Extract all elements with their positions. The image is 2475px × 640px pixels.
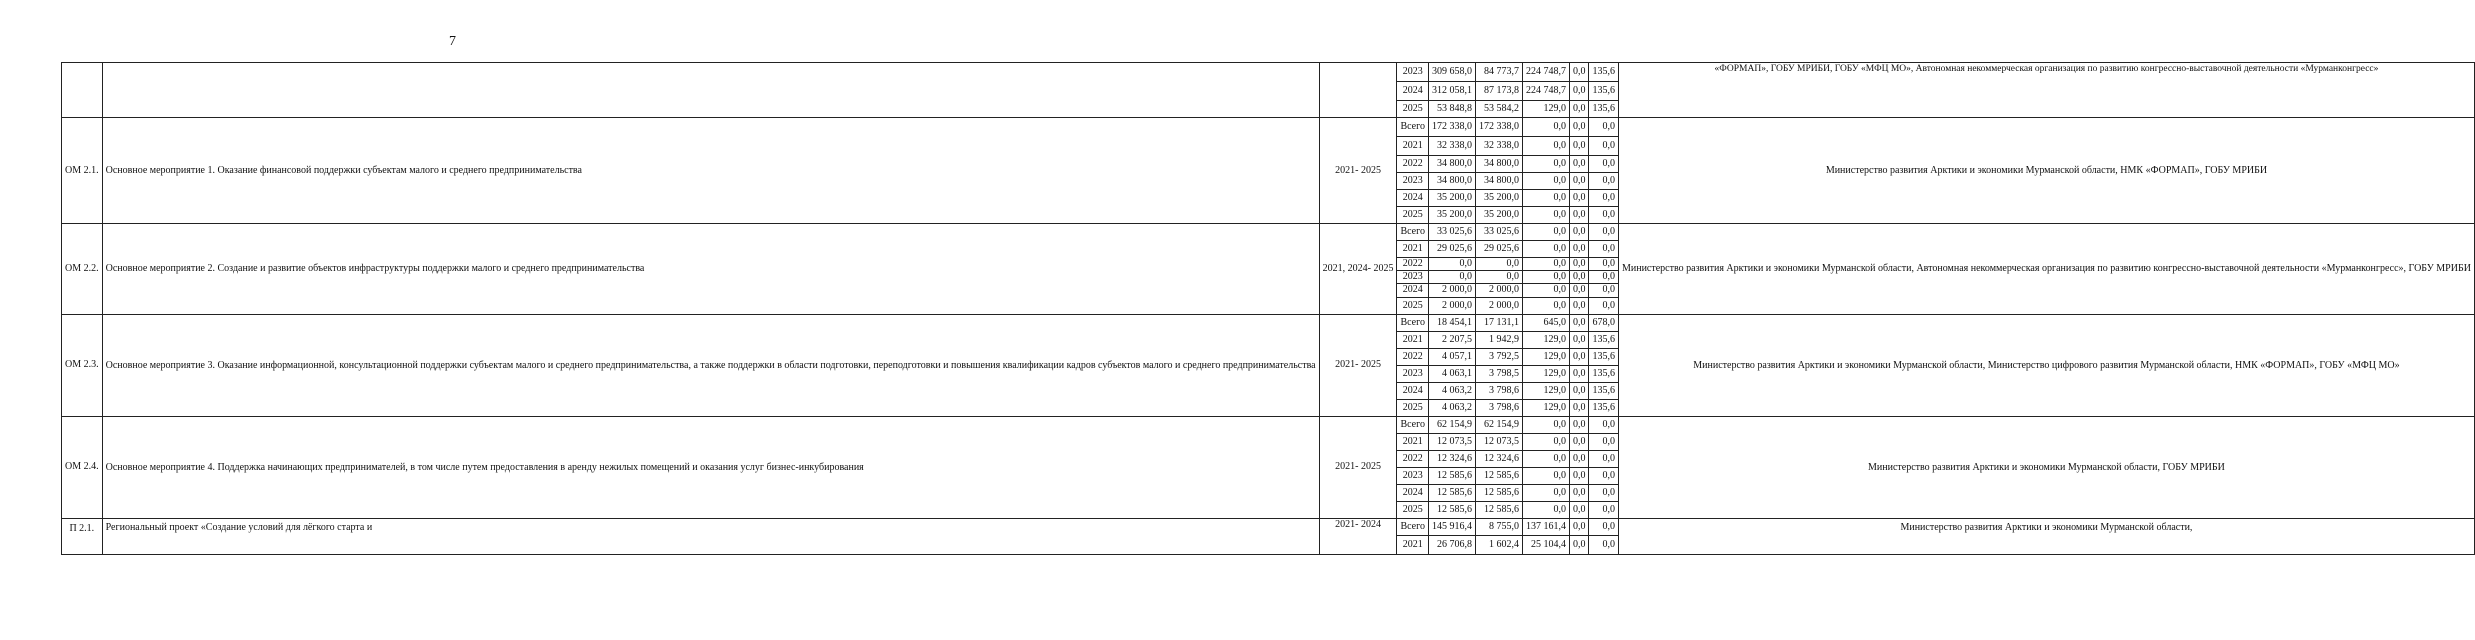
value-cell: 137 161,4 <box>1522 518 1569 535</box>
measure-executor: Министерство развития Арктики и экономики Мурманской области, <box>1618 518 2474 554</box>
value-cell: 0,0 <box>1589 137 1619 156</box>
value-cell: 33 025,6 <box>1475 224 1522 241</box>
value-cell: 129,0 <box>1522 331 1569 348</box>
value-cell: 0,0 <box>1589 241 1619 258</box>
value-cell: 29 025,6 <box>1428 241 1475 258</box>
year-cell: 2021 <box>1397 137 1429 156</box>
measure-period: 2021- 2025 <box>1319 118 1397 224</box>
value-cell: 135,6 <box>1589 399 1619 416</box>
value-cell: 0,0 <box>1589 501 1619 518</box>
value-cell: 2 000,0 <box>1475 297 1522 314</box>
value-cell: 0,0 <box>1569 297 1589 314</box>
year-cell: 2023 <box>1397 173 1429 190</box>
value-cell: 172 338,0 <box>1428 118 1475 137</box>
value-cell: 0,0 <box>1569 258 1589 271</box>
value-cell: 12 585,6 <box>1428 484 1475 501</box>
value-cell: 0,0 <box>1589 416 1619 433</box>
value-cell: 0,0 <box>1589 433 1619 450</box>
value-cell: 3 792,5 <box>1475 348 1522 365</box>
value-cell: 135,6 <box>1589 331 1619 348</box>
value-cell: 35 200,0 <box>1428 207 1475 224</box>
year-cell: 2025 <box>1397 297 1429 314</box>
value-cell: 0,0 <box>1475 271 1522 284</box>
value-cell: 0,0 <box>1569 241 1589 258</box>
year-cell: 2022 <box>1397 450 1429 467</box>
value-cell: 312 058,1 <box>1428 82 1475 101</box>
value-cell: 0,0 <box>1522 118 1569 137</box>
value-cell: 0,0 <box>1569 82 1589 101</box>
value-cell: 35 200,0 <box>1475 190 1522 207</box>
year-cell: 2024 <box>1397 484 1429 501</box>
value-cell: 3 798,6 <box>1475 399 1522 416</box>
value-cell: 34 800,0 <box>1475 173 1522 190</box>
value-cell: 0,0 <box>1522 297 1569 314</box>
measure-period: 2021, 2024- 2025 <box>1319 224 1397 315</box>
measure-name: Основное мероприятие 4. Поддержка начинающих предпринимателей, в том числе путем предоставления в аренду нежилых помещений и оказания услуг бизнес-инкубирования <box>102 416 1319 518</box>
year-cell: 2022 <box>1397 258 1429 271</box>
value-cell: 0,0 <box>1522 450 1569 467</box>
value-cell: 0,0 <box>1589 207 1619 224</box>
value-cell: 35 200,0 <box>1475 207 1522 224</box>
table-row <box>62 118 2475 137</box>
value-cell: 0,0 <box>1522 271 1569 284</box>
value-cell: 0,0 <box>1522 207 1569 224</box>
value-cell: 34 800,0 <box>1475 156 1522 173</box>
value-cell: 2 000,0 <box>1428 297 1475 314</box>
value-cell: 0,0 <box>1569 190 1589 207</box>
value-cell: 0,0 <box>1569 467 1589 484</box>
year-cell: Всего <box>1397 224 1429 241</box>
value-cell: 0,0 <box>1589 173 1619 190</box>
value-cell: 0,0 <box>1569 314 1589 331</box>
name-cell <box>102 63 1319 118</box>
year-cell: 2021 <box>1397 535 1429 554</box>
value-cell: 0,0 <box>1475 258 1522 271</box>
value-cell: 0,0 <box>1569 207 1589 224</box>
value-cell: 87 173,8 <box>1475 82 1522 101</box>
value-cell: 0,0 <box>1589 190 1619 207</box>
value-cell: 0,0 <box>1522 484 1569 501</box>
value-cell: 3 798,5 <box>1475 365 1522 382</box>
value-cell: 12 324,6 <box>1475 450 1522 467</box>
value-cell: 135,6 <box>1589 348 1619 365</box>
value-cell: 0,0 <box>1589 484 1619 501</box>
measure-name: Основное мероприятие 3. Оказание информационной, консультационной поддержки субъектам малого и среднего предпринимательства, а также поддержки в области подготовки, переподготовки и повышения квалификации кадров субъектов малого и среднего предпринимательства <box>102 314 1319 416</box>
value-cell: 224 748,7 <box>1522 82 1569 101</box>
value-cell: 25 104,4 <box>1522 535 1569 554</box>
value-cell: 4 063,1 <box>1428 365 1475 382</box>
value-cell: 0,0 <box>1522 241 1569 258</box>
year-cell: 2021 <box>1397 433 1429 450</box>
value-cell: 0,0 <box>1522 137 1569 156</box>
value-cell: 32 338,0 <box>1428 137 1475 156</box>
value-cell: 645,0 <box>1522 314 1569 331</box>
value-cell: 18 454,1 <box>1428 314 1475 331</box>
value-cell: 12 585,6 <box>1428 501 1475 518</box>
value-cell: 0,0 <box>1589 283 1619 297</box>
measure-executor: Министерство развития Арктики и экономики Мурманской области, ГОБУ МРИБИ <box>1618 416 2474 518</box>
value-cell: 0,0 <box>1522 190 1569 207</box>
measure-code: ОМ 2.3. <box>62 314 103 416</box>
value-cell: 0,0 <box>1569 224 1589 241</box>
year-cell: 2023 <box>1397 271 1429 284</box>
value-cell: 135,6 <box>1589 101 1619 118</box>
measure-code: ОМ 2.1. <box>62 118 103 224</box>
table-row <box>62 224 2475 241</box>
value-cell: 53 584,2 <box>1475 101 1522 118</box>
value-cell: 172 338,0 <box>1475 118 1522 137</box>
value-cell: 0,0 <box>1589 467 1619 484</box>
value-cell: 0,0 <box>1569 63 1589 82</box>
value-cell: 0,0 <box>1428 258 1475 271</box>
year-cell: 2023 <box>1397 467 1429 484</box>
value-cell: 0,0 <box>1569 173 1589 190</box>
table-row <box>62 518 2475 535</box>
value-cell: 0,0 <box>1522 467 1569 484</box>
value-cell: 135,6 <box>1589 365 1619 382</box>
value-cell: 309 658,0 <box>1428 63 1475 82</box>
measure-name: Основное мероприятие 2. Создание и развитие объектов инфраструктуры поддержки малого и среднего предпринимательства <box>102 224 1319 315</box>
value-cell: 0,0 <box>1589 297 1619 314</box>
year-cell: 2024 <box>1397 82 1429 101</box>
value-cell: 26 706,8 <box>1428 535 1475 554</box>
value-cell: 0,0 <box>1589 518 1619 535</box>
measure-executor: Министерство развития Арктики и экономики Мурманской области, Автономная некоммерческая организация по развитию конгрессно-выставочной деятельности «Мурманконгресс», ГОБУ МРИБИ <box>1618 224 2474 315</box>
value-cell: 12 324,6 <box>1428 450 1475 467</box>
value-cell: 129,0 <box>1522 382 1569 399</box>
value-cell: 0,0 <box>1589 450 1619 467</box>
value-cell: 0,0 <box>1522 501 1569 518</box>
value-cell: 35 200,0 <box>1428 190 1475 207</box>
value-cell: 0,0 <box>1589 271 1619 284</box>
year-cell: 2025 <box>1397 501 1429 518</box>
measure-executor: Министерство развития Арктики и экономики Мурманской области, Министерство цифрового развития Мурманской области, НМК «ФОРМАП», ГОБУ «МФЦ МО» <box>1618 314 2474 416</box>
measure-code: ОМ 2.4. <box>62 416 103 518</box>
measure-executor: Министерство развития Арктики и экономики Мурманской области, НМК «ФОРМАП», ГОБУ МРИБИ <box>1618 118 2474 224</box>
value-cell: 0,0 <box>1522 433 1569 450</box>
year-cell: Всего <box>1397 118 1429 137</box>
value-cell: 224 748,7 <box>1522 63 1569 82</box>
value-cell: 0,0 <box>1569 283 1589 297</box>
year-cell: 2025 <box>1397 207 1429 224</box>
value-cell: 0,0 <box>1569 450 1589 467</box>
value-cell: 0,0 <box>1569 535 1589 554</box>
year-cell: 2024 <box>1397 382 1429 399</box>
measure-period: 2021- 2024 <box>1319 518 1397 554</box>
page-number: 7 <box>449 34 456 49</box>
measure-period: 2021- 2025 <box>1319 416 1397 518</box>
value-cell: 0,0 <box>1522 156 1569 173</box>
value-cell: 0,0 <box>1569 382 1589 399</box>
value-cell: 135,6 <box>1589 82 1619 101</box>
value-cell: 0,0 <box>1522 283 1569 297</box>
value-cell: 0,0 <box>1569 101 1589 118</box>
year-cell: 2021 <box>1397 331 1429 348</box>
value-cell: 53 848,8 <box>1428 101 1475 118</box>
year-cell: Всего <box>1397 416 1429 433</box>
year-cell: 2025 <box>1397 101 1429 118</box>
value-cell: 0,0 <box>1522 224 1569 241</box>
value-cell: 1 942,9 <box>1475 331 1522 348</box>
year-cell: 2022 <box>1397 348 1429 365</box>
value-cell: 129,0 <box>1522 365 1569 382</box>
value-cell: 129,0 <box>1522 399 1569 416</box>
value-cell: 0,0 <box>1589 535 1619 554</box>
year-cell: Всего <box>1397 314 1429 331</box>
value-cell: 0,0 <box>1569 484 1589 501</box>
value-cell: 0,0 <box>1569 501 1589 518</box>
value-cell: 0,0 <box>1522 258 1569 271</box>
value-cell: 0,0 <box>1569 348 1589 365</box>
value-cell: 129,0 <box>1522 348 1569 365</box>
value-cell: 34 800,0 <box>1428 156 1475 173</box>
measure-code: П 2.1. <box>62 518 103 554</box>
executor-cell: «ФОРМАП», ГОБУ МРИБИ, ГОБУ «МФЦ МО», Автономная некоммерческая организация по развитию конгрессно-выставочной деятельности «Мурманконгресс» <box>1618 63 2474 118</box>
value-cell: 12 585,6 <box>1428 467 1475 484</box>
value-cell: 4 063,2 <box>1428 399 1475 416</box>
value-cell: 145 916,4 <box>1428 518 1475 535</box>
value-cell: 0,0 <box>1569 118 1589 137</box>
measure-name: Региональный проект «Создание условий для лёгкого старта и <box>102 518 1319 554</box>
year-cell: 2025 <box>1397 399 1429 416</box>
value-cell: 62 154,9 <box>1428 416 1475 433</box>
measure-name: Основное мероприятие 1. Оказание финансовой поддержки субъектам малого и среднего предпринимательства <box>102 118 1319 224</box>
value-cell: 62 154,9 <box>1475 416 1522 433</box>
code-cell <box>62 63 103 118</box>
value-cell: 1 602,4 <box>1475 535 1522 554</box>
value-cell: 0,0 <box>1569 399 1589 416</box>
value-cell: 34 800,0 <box>1428 173 1475 190</box>
value-cell: 0,0 <box>1589 118 1619 137</box>
period-cell <box>1319 63 1397 118</box>
value-cell: 33 025,6 <box>1428 224 1475 241</box>
year-cell: 2024 <box>1397 190 1429 207</box>
budget-table <box>61 62 2475 555</box>
table-row <box>62 63 2475 82</box>
value-cell: 0,0 <box>1569 365 1589 382</box>
table-row <box>62 416 2475 433</box>
year-cell: 2023 <box>1397 365 1429 382</box>
value-cell: 135,6 <box>1589 382 1619 399</box>
value-cell: 0,0 <box>1569 156 1589 173</box>
value-cell: 12 073,5 <box>1475 433 1522 450</box>
value-cell: 17 131,1 <box>1475 314 1522 331</box>
value-cell: 0,0 <box>1589 156 1619 173</box>
value-cell: 8 755,0 <box>1475 518 1522 535</box>
year-cell: 2023 <box>1397 63 1429 82</box>
year-cell: Всего <box>1397 518 1429 535</box>
value-cell: 0,0 <box>1522 416 1569 433</box>
value-cell: 2 000,0 <box>1428 283 1475 297</box>
value-cell: 2 207,5 <box>1428 331 1475 348</box>
value-cell: 32 338,0 <box>1475 137 1522 156</box>
value-cell: 12 585,6 <box>1475 501 1522 518</box>
value-cell: 84 773,7 <box>1475 63 1522 82</box>
value-cell: 135,6 <box>1589 63 1619 82</box>
measure-period: 2021- 2025 <box>1319 314 1397 416</box>
value-cell: 29 025,6 <box>1475 241 1522 258</box>
value-cell: 0,0 <box>1569 416 1589 433</box>
value-cell: 678,0 <box>1589 314 1619 331</box>
value-cell: 4 057,1 <box>1428 348 1475 365</box>
value-cell: 0,0 <box>1589 224 1619 241</box>
value-cell: 12 073,5 <box>1428 433 1475 450</box>
value-cell: 4 063,2 <box>1428 382 1475 399</box>
value-cell: 0,0 <box>1428 271 1475 284</box>
value-cell: 3 798,6 <box>1475 382 1522 399</box>
value-cell: 12 585,6 <box>1475 467 1522 484</box>
year-cell: 2021 <box>1397 241 1429 258</box>
value-cell: 0,0 <box>1569 433 1589 450</box>
table-row <box>62 314 2475 331</box>
value-cell: 12 585,6 <box>1475 484 1522 501</box>
value-cell: 0,0 <box>1569 271 1589 284</box>
value-cell: 0,0 <box>1569 137 1589 156</box>
year-cell: 2024 <box>1397 283 1429 297</box>
value-cell: 2 000,0 <box>1475 283 1522 297</box>
value-cell: 129,0 <box>1522 101 1569 118</box>
year-cell: 2022 <box>1397 156 1429 173</box>
value-cell: 0,0 <box>1569 331 1589 348</box>
value-cell: 0,0 <box>1522 173 1569 190</box>
measure-code: ОМ 2.2. <box>62 224 103 315</box>
value-cell: 0,0 <box>1589 258 1619 271</box>
value-cell: 0,0 <box>1569 518 1589 535</box>
